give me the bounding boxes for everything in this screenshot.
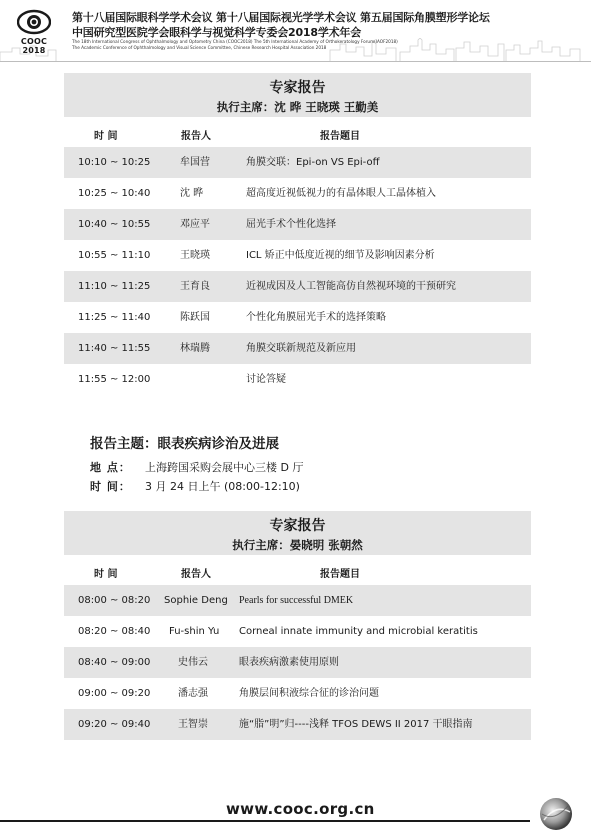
column-header-time: 时 间 [94,569,118,580]
row-topic: 超高度近视低视力的有晶体眼人工晶体植入 [246,188,436,199]
logo-text: COOC 2018 [20,37,48,55]
row-topic: Corneal innate immunity and microbial keratitis [239,626,478,637]
row-topic: 屈光手术个性化选择 [246,219,336,230]
session-topic-title: 报告主题：眼表疾病诊治及进展 [90,436,279,452]
row-time: 10:55 ~ 11:10 [78,250,151,261]
row-time: 08:00 ~ 08:20 [78,595,151,606]
column-header-speaker: 报告人 [181,131,211,142]
table-row [64,647,531,678]
row-time: 09:00 ~ 09:20 [78,688,151,699]
header-title-line1: 第十八届国际眼科学学术会议 第十八届国际视光学学术会议 第五届国际角膜塑形学论坛 [72,11,490,24]
table-row [64,616,531,647]
row-topic: 角膜交联新规范及新应用 [246,343,356,354]
header-english-line2: The Academic Conference of Ophthalmology and Visual Science Committee, Chinese Research Hospital Association 2018 [72,45,327,50]
header-english-line1: The 18th International Congress of Ophthalmology and Optometry China (COOC2018) The 5th International Academy of Orthokeratology Forum(IAOF2018) [72,39,398,44]
row-topic: 角膜交联：Epi-on VS Epi-off [246,157,380,168]
row-speaker: 王智崇 [178,719,208,730]
row-topic: 近视成因及人工智能高仿自然视环境的干预研究 [246,281,456,292]
row-speaker: 潘志强 [178,688,208,699]
table-row [64,364,531,395]
column-header-topic: 报告题目 [320,569,360,580]
table-row [64,678,531,709]
row-speaker: 陈跃国 [180,312,210,323]
row-topic: 个性化角膜屈光手术的选择策略 [246,312,386,323]
row-time: 11:10 ~ 11:25 [78,281,151,292]
table-row [64,271,531,302]
header-title-line2: 中国研究型医院学会眼科学与视觉科学专委会2018学术年会 [72,26,362,39]
row-speaker: Sophie Deng [164,595,228,606]
footer-divider [0,820,530,822]
row-speaker: 史伟云 [178,657,208,668]
place-label: 地 点： [90,461,131,474]
row-time: 09:20 ~ 09:40 [78,719,151,730]
page-header [0,0,591,62]
row-time: 10:10 ~ 10:25 [78,157,151,168]
row-speaker: 林瑞腾 [180,343,210,354]
row-topic: ICL 矫正中低度近视的细节及影响因素分析 [246,250,435,261]
row-topic: 施“脂”明”归----浅释 TFOS DEWS II 2017 干眼指南 [239,719,473,730]
row-speaker: 邓应平 [180,219,210,230]
section1-header [64,73,531,117]
session-place [90,459,303,475]
table-row [64,240,531,271]
row-topic: 角膜层间积液综合征的诊治问题 [239,688,379,699]
section2-column-headers [64,565,531,587]
footer-url: www.cooc.org.cn [226,800,375,818]
table-row [64,147,531,178]
place-value: 上海跨国采购会展中心三楼 D 厅 [145,461,304,474]
row-speaker: Fu-shin Yu [169,626,220,637]
table-row [64,709,531,740]
eye-logo-icon [17,9,51,35]
row-time: 11:55 ~ 12:00 [78,374,151,385]
row-topic: 讨论答疑 [246,374,286,385]
section1-chair: 执行主席：沈 晔 王晓瑛 王勤美 [216,100,379,114]
table-row [64,333,531,364]
session-topic [90,432,279,452]
row-speaker: 王育良 [180,281,210,292]
row-speaker: 王晓瑛 [180,250,210,261]
section2-chair: 执行主席：晏晓明 张朝然 [232,538,363,552]
time-label: 时 间： [90,480,131,493]
row-speaker: 沈 晔 [180,188,204,199]
table-row [64,585,531,616]
column-header-topic: 报告题目 [320,131,360,142]
row-time: 10:40 ~ 10:55 [78,219,151,230]
table-row [64,178,531,209]
table-row [64,302,531,333]
column-header-time: 时 间 [94,131,118,142]
row-topic: 眼表疾病激素使用原则 [239,657,339,668]
decorative-orb-icon [536,796,576,832]
cooc-logo [10,9,58,55]
section1-title: 专家报告 [269,80,326,96]
row-time: 11:40 ~ 11:55 [78,343,151,354]
time-value: 3 月 24 日上午 (08:00-12:10) [145,480,300,493]
section2-header [64,511,531,555]
session-time [90,478,300,494]
section1-column-headers [64,127,531,149]
section2-title: 专家报告 [269,518,326,534]
row-time: 08:20 ~ 08:40 [78,626,151,637]
row-topic: Pearls for successful DMEK [239,595,354,606]
row-time: 08:40 ~ 09:00 [78,657,151,668]
row-time: 10:25 ~ 10:40 [78,188,151,199]
row-speaker: 牟国营 [180,157,210,168]
table-row [64,209,531,240]
row-time: 11:25 ~ 11:40 [78,312,151,323]
column-header-speaker: 报告人 [181,569,211,580]
